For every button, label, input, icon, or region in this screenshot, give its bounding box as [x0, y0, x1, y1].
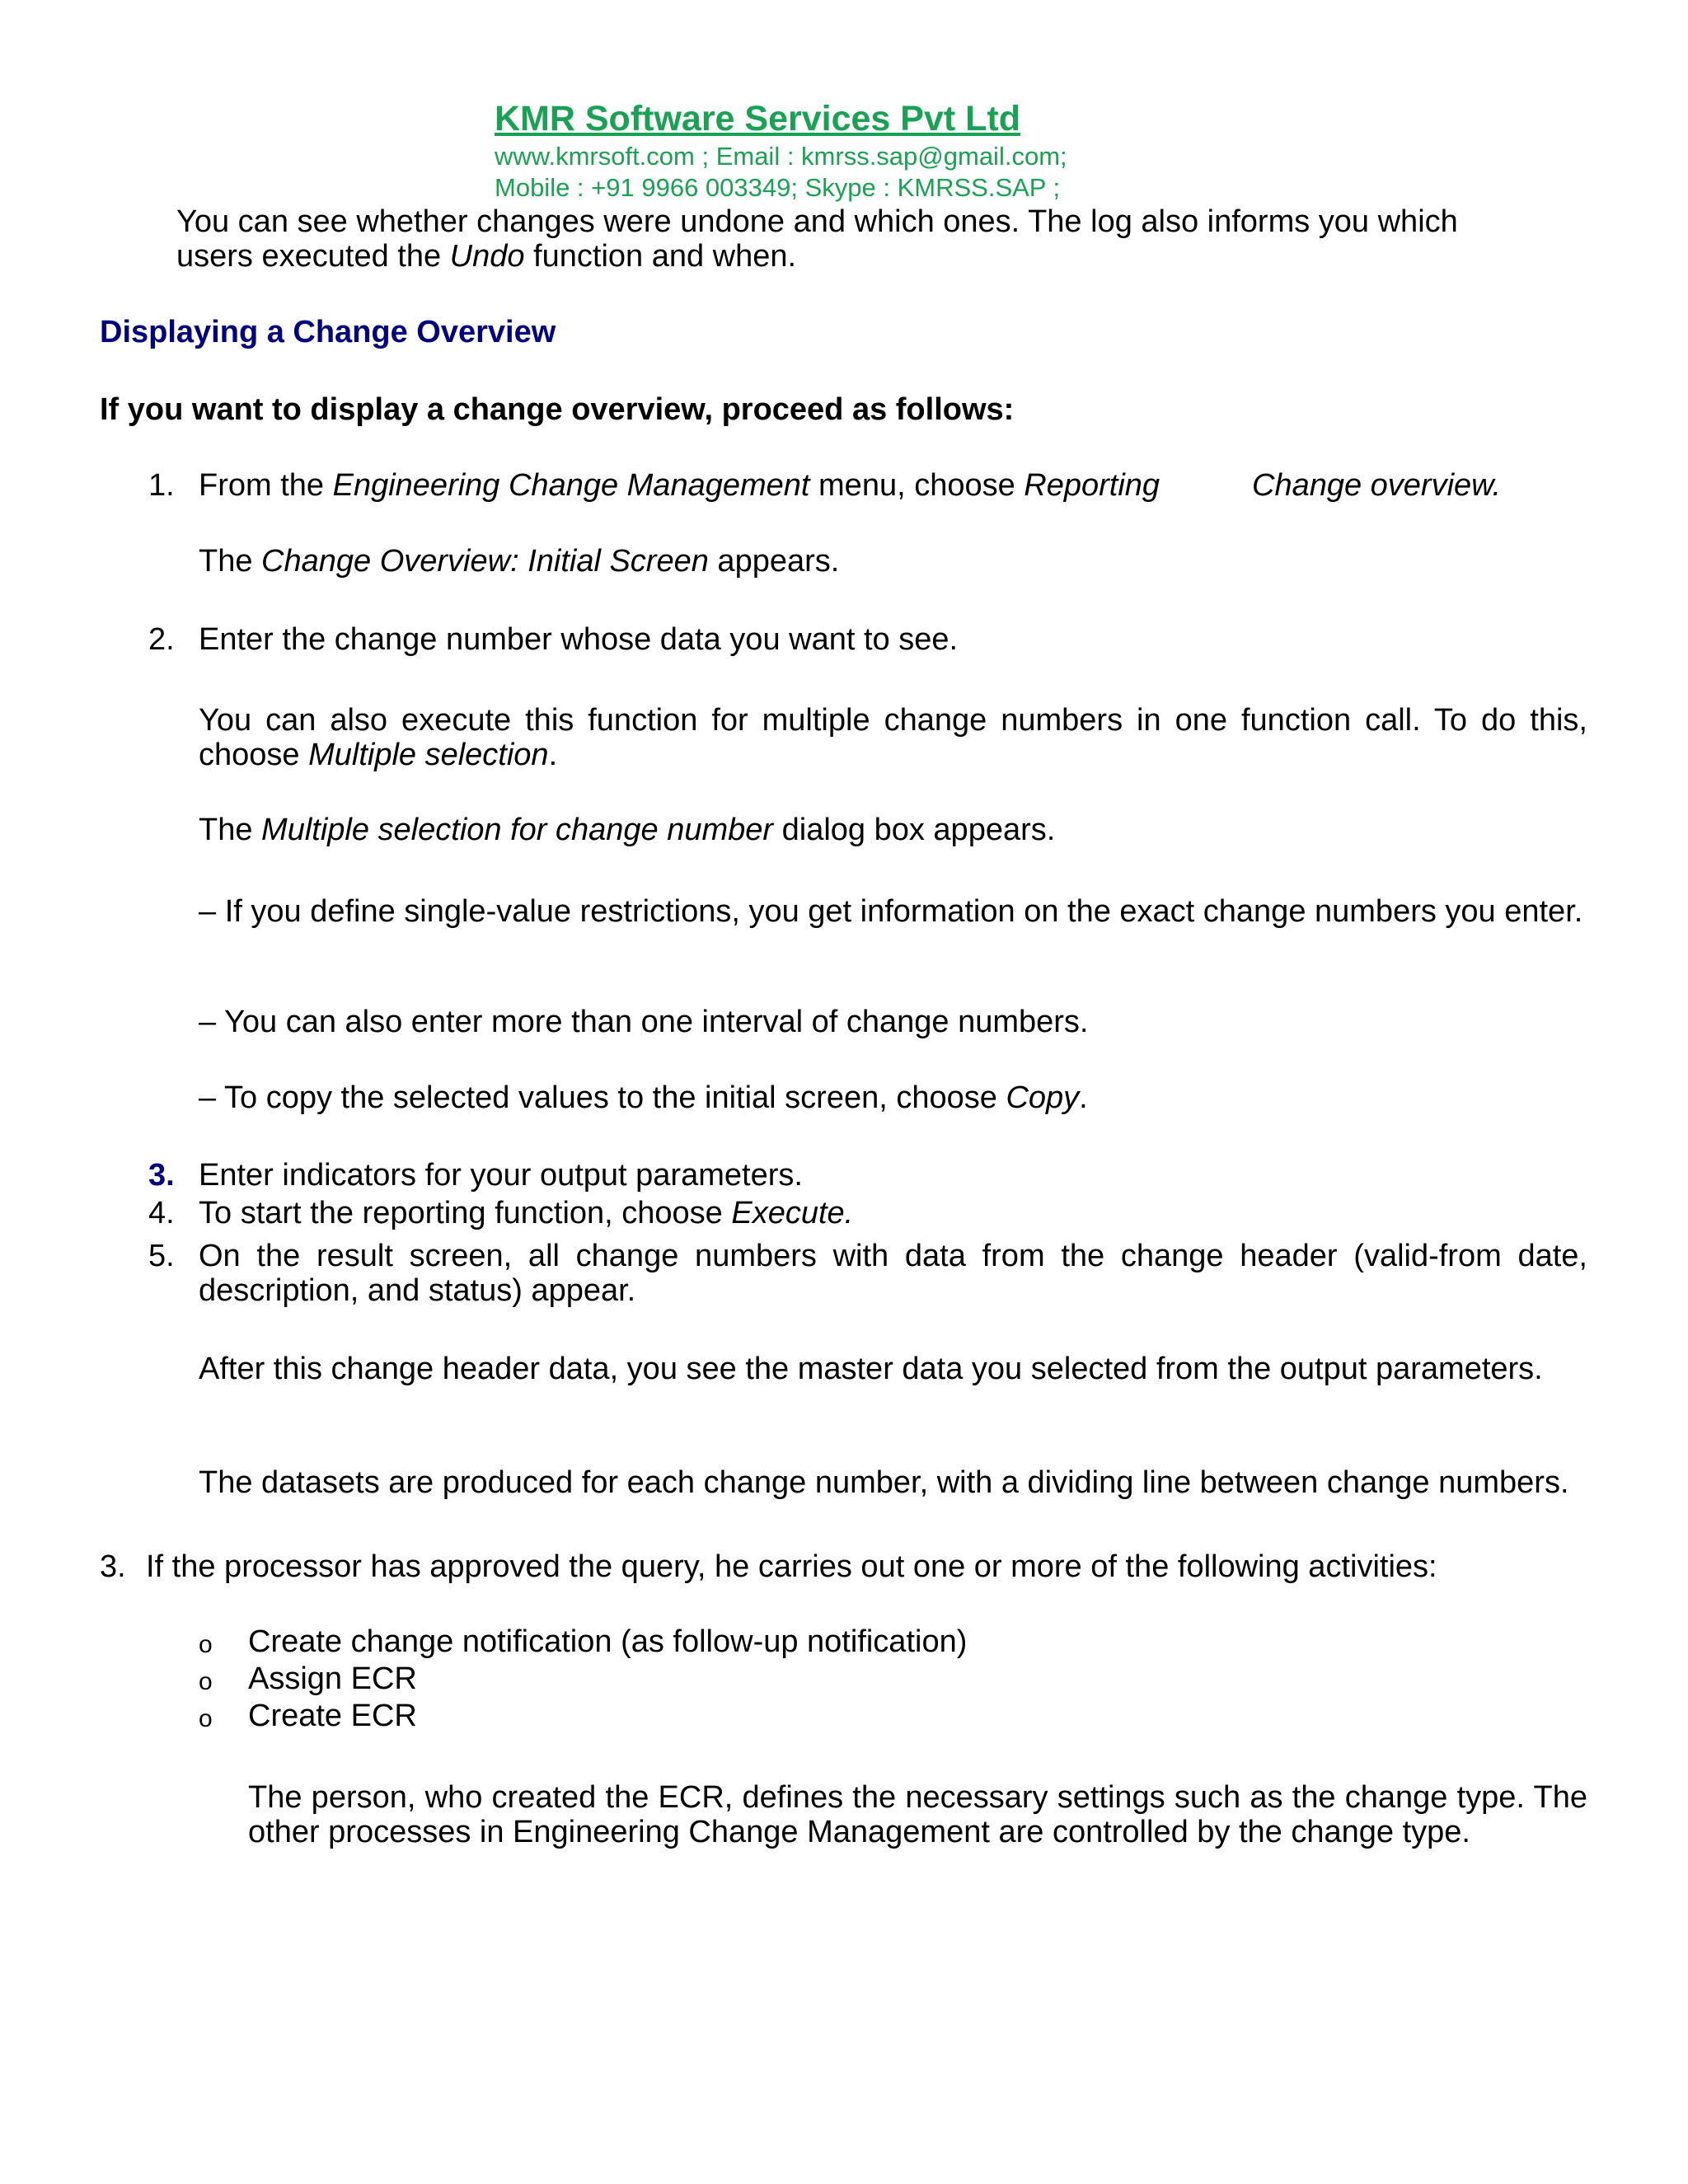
- step-2-d3-b: .: [1079, 1080, 1088, 1115]
- step-5-number: 5.: [148, 1239, 175, 1273]
- step-3-number: 3.: [148, 1158, 175, 1193]
- outer-step-number: 3.: [100, 1549, 126, 1584]
- dialog-name-term: Multiple selection for change number: [261, 813, 774, 847]
- ecm-menu-term: Engineering Change Management: [332, 468, 810, 503]
- step-2-paragraph-1: [199, 703, 1587, 772]
- step-2-dash-1: – If you define single-value restrictions, you get information on the exact change numbers you enter.: [199, 894, 1583, 929]
- contact-web-email: www.kmrsoft.com ; Email : kmrss.sap@gmail.com;: [495, 142, 1067, 171]
- step-1-text: [199, 468, 1160, 503]
- step-5-text: On the result screen, all change numbers with data from the change header (valid-from date, description, and status) appear.: [199, 1239, 1587, 1308]
- bullet-icon: o: [199, 1705, 213, 1732]
- execute-term: Execute.: [731, 1196, 854, 1230]
- step-4-text: [199, 1196, 853, 1230]
- closing-paragraph: The person, who created the ECR, defines the necessary settings such as the change type. The other processes in Engineering Change Management are controlled by the change type.: [248, 1780, 1587, 1849]
- step-5-paragraph-1: After this change header data, you see the master data you selected from the output parameters.: [199, 1352, 1543, 1386]
- intro-line-2: [176, 239, 796, 274]
- step-1-text-a: From the: [199, 468, 333, 503]
- outer-step-text: If the processor has approved the query, he carries out one or more of the following activities:: [146, 1549, 1437, 1584]
- list-item: Create ECR: [248, 1699, 417, 1733]
- step-2-p1-a: You can also execute this function for multiple change numbers in one function call. To do this, choose: [199, 703, 1587, 772]
- multiple-selection-term: Multiple selection: [308, 738, 549, 772]
- copy-term: Copy: [1006, 1080, 1080, 1115]
- intro-text: users executed the: [176, 239, 450, 274]
- step-1-sub-b: appears.: [708, 544, 840, 579]
- step-4-text-a: To start the reporting function, choose: [199, 1196, 732, 1230]
- intro-line-1: You can see whether changes were undone and which ones. The log also informs you which: [176, 204, 1458, 239]
- step-2-number: 2.: [148, 622, 175, 657]
- list-item: Assign ECR: [248, 1661, 417, 1696]
- company-name: KMR Software Services Pvt Ltd: [495, 99, 1021, 138]
- step-2-text: Enter the change number whose data you want to see.: [199, 622, 959, 657]
- step-2-p2-a: The: [199, 813, 262, 847]
- bullet-icon: o: [199, 1668, 213, 1695]
- list-item: Create change notification (as follow-up notification): [248, 1624, 968, 1659]
- step-3-text: Enter indicators for your output parameters.: [199, 1158, 803, 1193]
- initial-screen-term: Change Overview: Initial Screen: [261, 544, 709, 579]
- step-1-sub: [199, 544, 839, 579]
- step-2-dash-3: [199, 1080, 1088, 1115]
- step-2-p1-b: .: [548, 738, 558, 772]
- change-overview-term: [1252, 468, 1501, 503]
- reporting-term: Reporting: [1024, 468, 1160, 503]
- step-1-number: 1.: [148, 468, 175, 503]
- intro-text-end: function and when.: [524, 239, 797, 274]
- section-title: Displaying a Change Overview: [100, 315, 556, 349]
- step-1-sub-a: The: [199, 544, 262, 579]
- undo-term: Undo: [449, 239, 525, 274]
- bullet-icon: o: [199, 1631, 213, 1658]
- step-4-number: 4.: [148, 1196, 175, 1230]
- contact-mobile-skype: Mobile : +91 9966 003349; Skype : KMRSS.SAP ;: [495, 173, 1061, 202]
- step-2-p2-b: dialog box appears.: [773, 813, 1056, 847]
- step-1-text-b: menu, choose: [809, 468, 1025, 503]
- step-2-dash-2: – You can also enter more than one interval of change numbers.: [199, 1005, 1089, 1039]
- step-5-paragraph-2: The datasets are produced for each change number, with a dividing line between change numbers.: [199, 1465, 1569, 1500]
- change-overview-label: Change overview.: [1252, 468, 1502, 503]
- section-lead: If you want to display a change overview, proceed as follows:: [100, 392, 1015, 427]
- step-2-d3-a: – To copy the selected values to the initial screen, choose: [199, 1080, 1006, 1115]
- step-2-paragraph-2: [199, 813, 1055, 847]
